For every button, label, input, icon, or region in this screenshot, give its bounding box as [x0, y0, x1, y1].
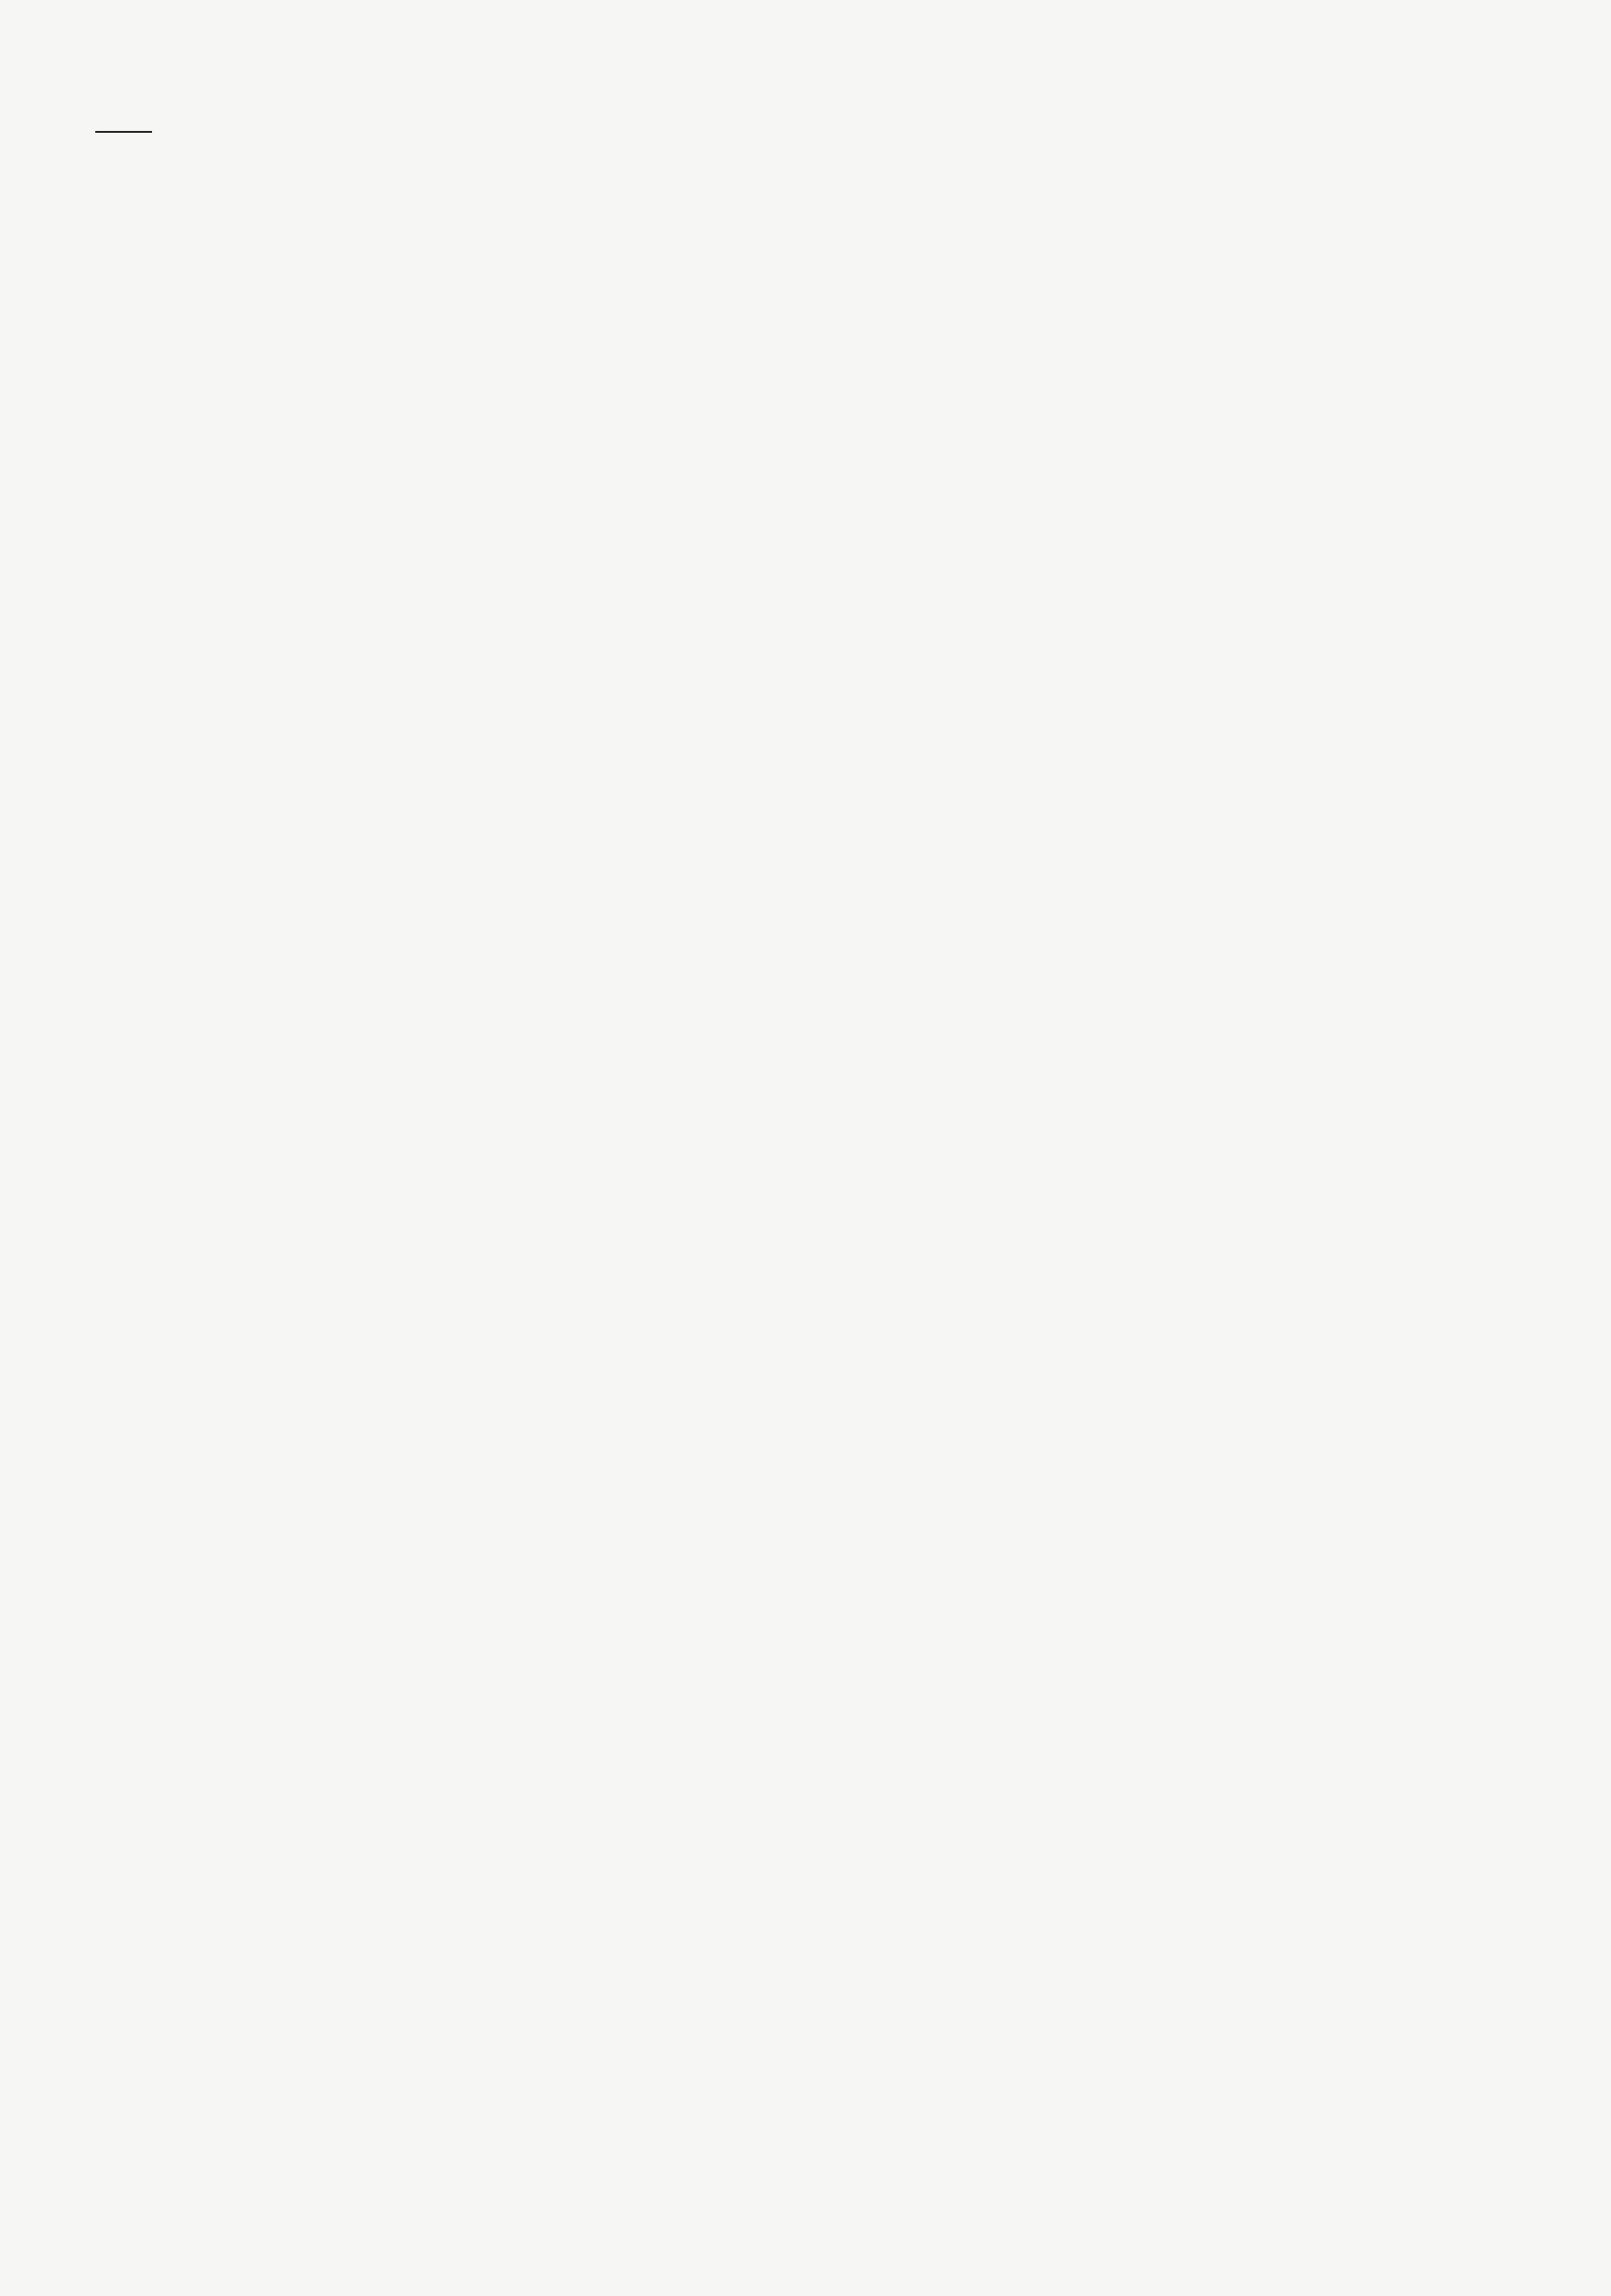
page-footer: [48, 2191, 99, 2227]
answer-key: [48, 60, 1410, 190]
letter-salutation-wrap: [48, 60, 1410, 103]
letter-body-line-2-wrap: [48, 147, 1410, 190]
letter-body-line-1: [95, 131, 152, 133]
letter-body-line-1-wrap: [48, 103, 1410, 147]
